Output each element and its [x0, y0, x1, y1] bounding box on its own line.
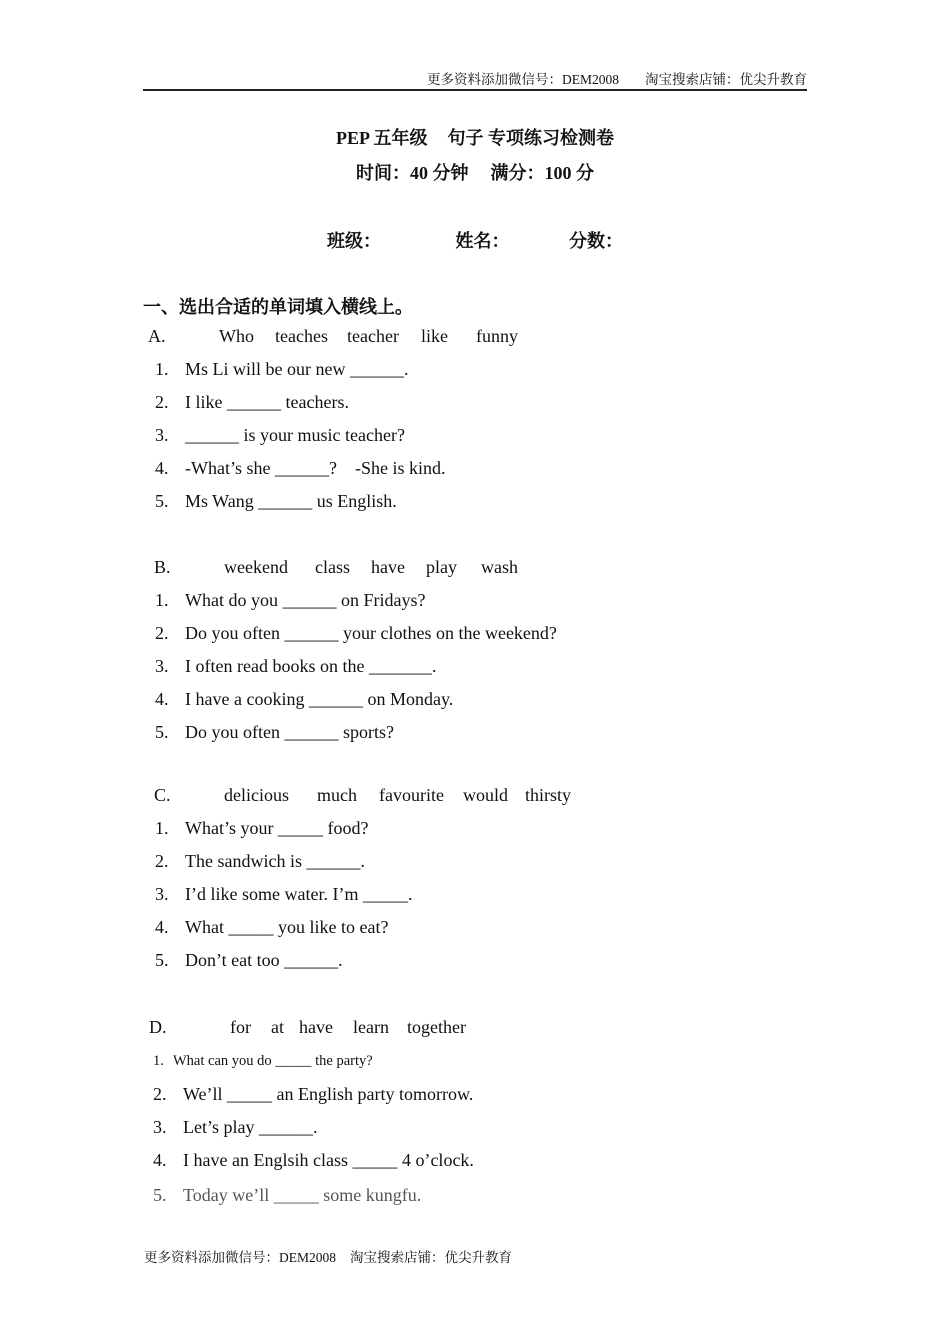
- footer-wechat-text: 更多资料添加微信号：DEM2008: [144, 1250, 336, 1265]
- question-c-2: 2. The sandwich is ______.: [155, 851, 365, 871]
- page-title: PEP 五年级 句子 专项练习检测卷: [335, 128, 614, 148]
- question-b-5: 5. Do you often ______ sports?: [155, 722, 394, 742]
- student-info: [0, 227, 950, 253]
- question-a-5: 5. Ms Wang ______ us English.: [155, 491, 397, 511]
- header-shop-text: 淘宝搜索店铺：优尖升教育: [645, 72, 807, 87]
- question-c-4: 4. What _____ you like to eat?: [155, 917, 389, 937]
- full-score: 满分：100 分: [490, 163, 594, 183]
- question-a-4: 4. -What’s she ______? -She is kind.: [155, 458, 446, 478]
- question-d-5: 5. Today we’ll _____ some kungfu.: [153, 1185, 422, 1205]
- page-footer: [144, 1246, 512, 1266]
- question-d-2: 2. We’ll _____ an English party tomorrow.: [153, 1084, 474, 1104]
- footer-shop-text: 淘宝搜索店铺：优尖升教育: [350, 1250, 512, 1265]
- question-d-1: 1. What can you do _____ the party?: [153, 1053, 373, 1069]
- word-bank-b: B. weekend class have play wash: [154, 557, 518, 577]
- exam-meta: [0, 159, 950, 185]
- section-title: 一、选出合适的单词填入横线上。: [143, 297, 413, 317]
- question-b-3: 3. I often read books on the _______.: [155, 656, 437, 676]
- question-a-3: 3. ______ is your music teacher?: [155, 425, 405, 445]
- time-limit: 时间：40 分钟: [356, 163, 469, 183]
- name-field: 姓名：: [455, 231, 510, 251]
- question-c-5: 5. Don’t eat too ______.: [155, 950, 343, 970]
- question-d-3: 3. Let’s play ______.: [153, 1117, 318, 1137]
- class-field: 班级：: [327, 231, 381, 251]
- question-d-4: 4. I have an Englsih class _____ 4 o’clock.: [153, 1150, 474, 1170]
- header-wechat-text: 更多资料添加微信号：DEM2008: [427, 72, 619, 87]
- question-a-1: 1. Ms Li will be our new ______.: [155, 359, 409, 379]
- question-a-2: 2. I like ______ teachers.: [155, 392, 349, 412]
- page-header: [143, 68, 807, 91]
- score-field: 分数：: [569, 231, 623, 251]
- question-b-1: 1. What do you ______ on Fridays?: [155, 590, 426, 610]
- question-c-3: 3. I’d like some water. I’m _____.: [155, 884, 413, 904]
- word-bank-d: D. for at have learn together: [149, 1017, 466, 1037]
- word-bank-c: C. delicious much favourite would thirsty: [154, 785, 572, 805]
- question-c-1: 1. What’s your _____ food?: [155, 818, 369, 838]
- question-b-2: 2. Do you often ______ your clothes on the weekend?: [155, 623, 557, 643]
- word-bank-a: A. Who teaches teacher like funny: [148, 326, 518, 346]
- question-b-4: 4. I have a cooking ______ on Monday.: [155, 689, 454, 709]
